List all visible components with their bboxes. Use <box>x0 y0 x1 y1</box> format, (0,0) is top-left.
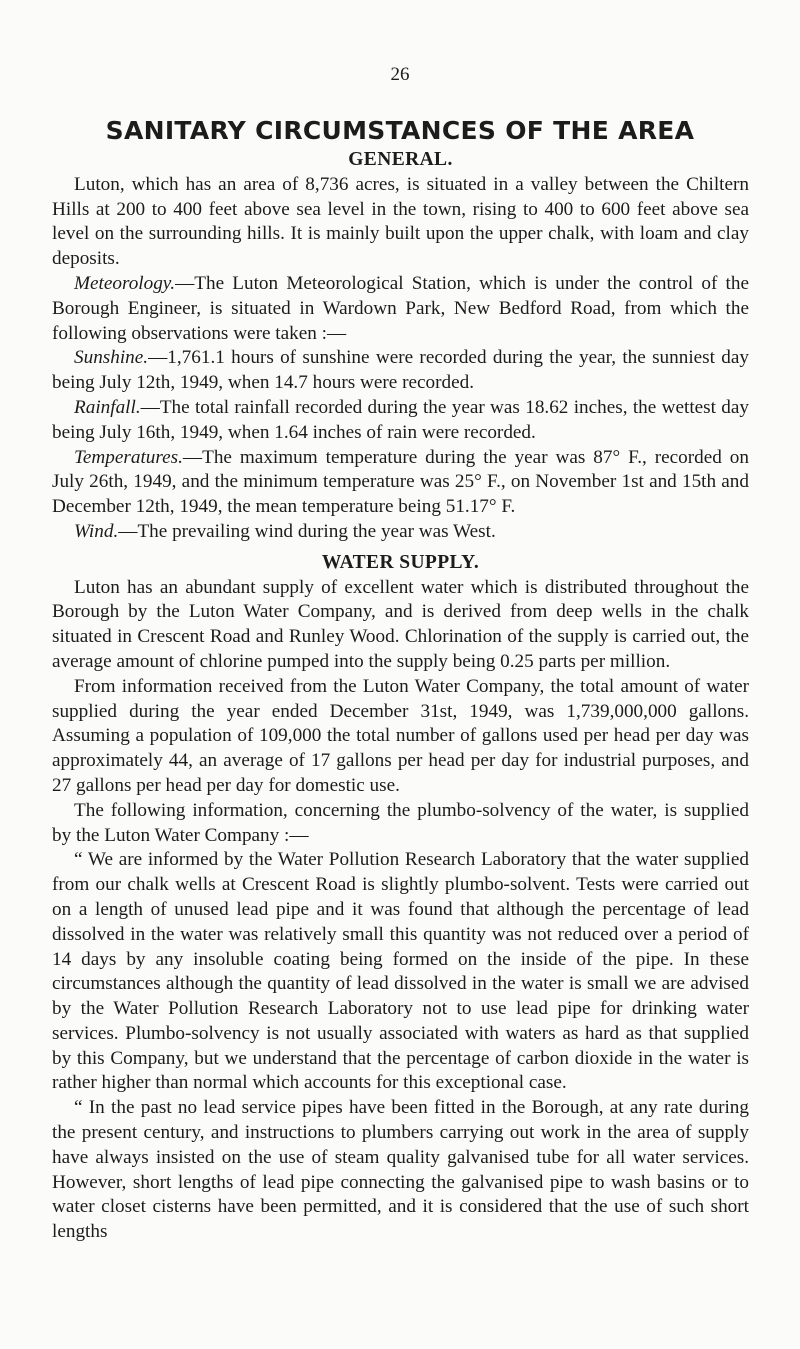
meteorology-text: —The Luton Meteorological Station, which is under the control of the Borough Engineer, is situated in Wardown Park, New Bedford Road, from which the following observations were taken :— <box>52 272 749 344</box>
paragraph-water-1: Luton has an abundant supply of excellent water which is distributed throughout the Borough by the Luton Water Company, and is derived from deep wells in the chalk situated in Crescent Road and Runley Wood. Chlorination of the supply is carried out, the average amount of chlorine pumped into the supply being 0.25 parts per million. <box>52 576 749 672</box>
section-heading-general: GENERAL. <box>348 149 453 170</box>
sunshine-lead: Sunshine. <box>74 347 149 369</box>
page-title: SANITARY CIRCUMSTANCES OF THE AREA <box>105 116 695 145</box>
page-number: 26 <box>390 64 410 85</box>
rainfall-text: —The total rainfall recorded during the year was 18.62 inches, the wettest day being July 16th, 1949, when 1.64 inches of rain were recorded. <box>52 396 749 443</box>
paragraph-water-3: The following information, concerning the plumbo-solvency of the water, is supplied by the Luton Water Company :— <box>52 799 749 846</box>
paragraph-water-4: “ We are informed by the Water Pollution Research Laboratory that the water supplied from our chalk wells at Crescent Road is slightly plumbo-solvent. Tests were carried out on a length of unused lead pipe and it was found that although the percentage of lead dissolved in the water was relatively small this quantity was not reduced over a period of 14 days by any insoluble coating being formed on the inside of the pipe. In these circumstances although the quantity of lead dissolved in the water is small we are advised by the Water Pollution Research Laboratory not to use lead pipe for drinking water services. Plumbo-solvency is not usually associated with waters as hard as that supplied by this Company, but we understand that the percentage of carbon dioxide in the water is rather higher than normal which accounts for this exceptional case. <box>52 849 749 1094</box>
document-body <box>52 148 749 1245</box>
paragraph-wind <box>52 520 749 545</box>
wind-lead: Wind. <box>74 520 119 542</box>
wind-text: —The prevailing wind during the year was West. <box>118 520 496 542</box>
paragraph-intro: Luton, which has an area of 8,736 acres, is situated in a valley between the Chiltern Hills at 200 to 400 feet above sea level in the town, rising to 400 to 600 feet above sea level on the surrounding hills. It is mainly built upon the upper chalk, with loam and clay deposits. <box>52 173 749 270</box>
paragraph-water-5: “ In the past no lead service pipes have been fitted in the Borough, at any rate during the present century, and instructions to plumbers carrying out work in the area of supply have always insisted on the use of steam quality galvanised tube for all water services. However, short lengths of lead pipe connecting the galvanised pipe to wash basins or to water closet cisterns have been permitted, and it is considered that the use of such short lengths <box>52 1097 749 1243</box>
temperatures-text: —The maximum temperature during the year was 87° F., recorded on July 26th, 1949, and the minimum temperature was 25° F., on November 1st and 15th and December 12th, 1949, the mean temperature being 51.17° F. <box>52 446 749 518</box>
paragraph-water-2: From information received from the Luton Water Company, the total amount of water supplied during the year ended December 31st, 1949, was 1,739,000,000 gallons. Assuming a population of 109,000 the total number of gallons used per head per day was approximately 44, an average of 17 gallons per head per day for industrial purposes, and 27 gallons per head per day for domestic use. <box>52 675 749 796</box>
paragraph-rainfall <box>52 396 749 446</box>
temperatures-lead: Temperatures. <box>74 446 183 468</box>
sunshine-text: —1,761.1 hours of sunshine were recorded during the year, the sunniest day being July 12th, 1949, when 14.7 hours were recorded. <box>52 347 749 394</box>
paragraph-meteorology <box>52 272 749 346</box>
paragraph-sunshine <box>52 346 749 396</box>
meteorology-lead: Meteorology. <box>74 272 176 294</box>
paragraph-temperatures <box>52 446 749 520</box>
section-heading-water-supply: WATER SUPPLY. <box>321 551 480 573</box>
rainfall-lead: Rainfall. <box>74 396 141 418</box>
